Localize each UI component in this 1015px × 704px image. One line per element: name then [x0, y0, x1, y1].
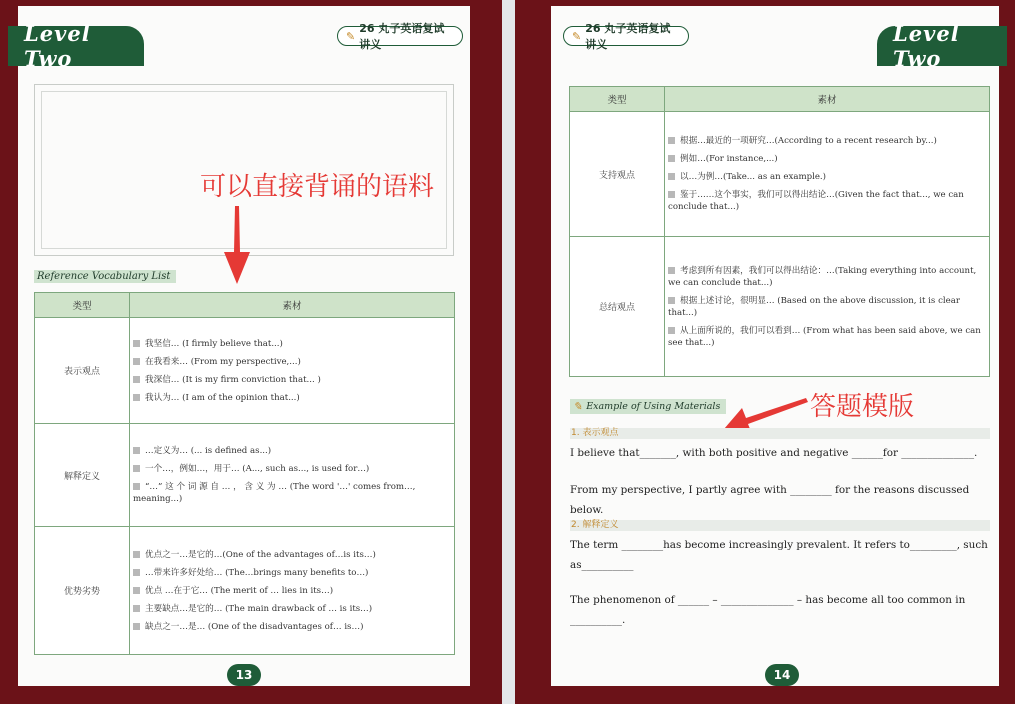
reference-vocabulary-title: Reference Vocabulary List: [34, 270, 176, 283]
row-category: 支持观点: [570, 112, 665, 237]
bullet-square-icon: [133, 394, 140, 401]
list-item: 根据…最近的一项研究…(According to a recent research by...): [668, 135, 987, 147]
lecture-title-badge: [563, 22, 689, 51]
bullet-square-icon: [133, 605, 140, 612]
section-heading: 2. 解释定义: [570, 520, 990, 531]
bullet-square-icon: [133, 623, 140, 630]
vocabulary-table: [569, 86, 990, 377]
row-items: [130, 318, 455, 424]
list-item: 缺点之一…是… (One of the disadvantages of… is…): [133, 621, 452, 633]
bullet-square-icon: [668, 327, 675, 334]
lecture-title: 26 丸子英语复试讲义: [359, 22, 445, 51]
list-item: 我认为… (I am of the opinion that...): [133, 392, 452, 404]
table-row: [570, 237, 990, 377]
table-row: [35, 527, 455, 655]
bullet-square-icon: [133, 569, 140, 576]
lecture-title: 26 丸子英语复试讲义: [585, 22, 671, 51]
pencil-icon: ✎: [573, 400, 583, 413]
page-number: 14: [765, 664, 799, 686]
list-item: …带来许多好处给… (The…brings many benefits to…): [133, 567, 452, 579]
list-item: 优点 …在于它… (The merit of … lies in its…): [133, 585, 452, 597]
header-type: 类型: [35, 293, 130, 318]
bullet-square-icon: [133, 483, 140, 490]
bullet-square-icon: [133, 551, 140, 558]
table-row: [570, 112, 990, 237]
template-sentence: I believe that_______, with both positive and negative ______for ______________.: [570, 447, 978, 459]
annotation-answer-template: 答题模版: [810, 392, 915, 422]
list-item: 根据上述讨论，很明显… (Based on the above discussion, it is clear that...): [668, 295, 960, 318]
bullet-square-icon: [668, 191, 675, 198]
row-category: 解释定义: [35, 424, 130, 527]
row-items: [665, 112, 990, 237]
template-sentence: The term ________has become increasingly prevalent. It refers to_________, such as__________: [570, 539, 988, 571]
row-items: [130, 527, 455, 655]
bullet-square-icon: [668, 155, 675, 162]
list-item: 从上面所说的，我们可以看到… (From what has been said above, we can see that...): [668, 325, 981, 348]
list-item: 一个…，例如…，用于… (A..., such as..., is used for…): [133, 463, 452, 475]
template-sentence: The phenomenon of ______ – ______________ – has become all too common in __________.: [570, 594, 966, 626]
level-tab: Level Two: [8, 26, 144, 66]
section-heading: 1. 表示观点: [570, 428, 990, 439]
list-item: 在我看来… (From my perspective,...): [133, 356, 452, 368]
pencil-icon: ✎: [572, 29, 582, 43]
list-item: 我深信… (It is my firm conviction that... ): [133, 374, 452, 386]
lecture-title-badge: [337, 22, 463, 51]
bullet-square-icon: [133, 358, 140, 365]
row-category: 表示观点: [35, 318, 130, 424]
arrow-down-icon: [224, 206, 250, 284]
header-type: 类型: [570, 87, 665, 112]
bullet-square-icon: [668, 267, 675, 274]
annotation-recitable-material: 可以直接背诵的语料: [200, 172, 435, 202]
row-items: [130, 424, 455, 527]
bullet-square-icon: [668, 297, 675, 304]
list-item: 例如…(For instance,...): [668, 153, 987, 165]
list-item: “…” 这 个 词 源 自 … ， 含 义 为 … (The word '…' comes from…, meaning...): [133, 482, 416, 504]
row-category: 优势劣势: [35, 527, 130, 655]
level-tab: Level Two: [877, 26, 1007, 66]
page-number: 13: [227, 664, 261, 686]
bullet-square-icon: [133, 587, 140, 594]
list-item: 考虑到所有因素，我们可以得出结论：…(Taking everything into account, we can conclude that...): [668, 265, 977, 288]
list-item: 鉴于……这个事实，我们可以得出结论…(Given the fact that..., we can conclude that...): [668, 190, 964, 212]
table-header-row: [35, 293, 455, 318]
page-gutter: [502, 0, 515, 704]
bullet-square-icon: [133, 340, 140, 347]
example-section-title: ✎ Example of Using Materials: [570, 399, 726, 414]
list-item: 优点之一…是它的…(One of the advantages of…is its…): [133, 549, 452, 561]
list-item: …定义为… (... is defined as...): [133, 445, 452, 457]
header-material: 素材: [665, 87, 990, 112]
list-item: 我坚信… (I firmly believe that...): [133, 338, 452, 350]
list-item: 主要缺点…是它的… (The main drawback of … is its…): [133, 603, 452, 615]
vocabulary-table: [34, 292, 455, 655]
bullet-square-icon: [133, 447, 140, 454]
table-row: [35, 424, 455, 527]
list-item: 以…为例…(Take... as an example.): [668, 171, 987, 183]
pencil-icon: ✎: [346, 29, 356, 43]
bullet-square-icon: [668, 137, 675, 144]
bullet-square-icon: [133, 465, 140, 472]
table-header-row: [570, 87, 990, 112]
header-material: 素材: [130, 293, 455, 318]
row-category: 总结观点: [570, 237, 665, 377]
bullet-square-icon: [668, 173, 675, 180]
table-row: [35, 318, 455, 424]
template-sentence: From my perspective, I partly agree with ________ for the reasons discussed below.: [570, 484, 970, 516]
bullet-square-icon: [133, 376, 140, 383]
row-items: [665, 237, 990, 377]
